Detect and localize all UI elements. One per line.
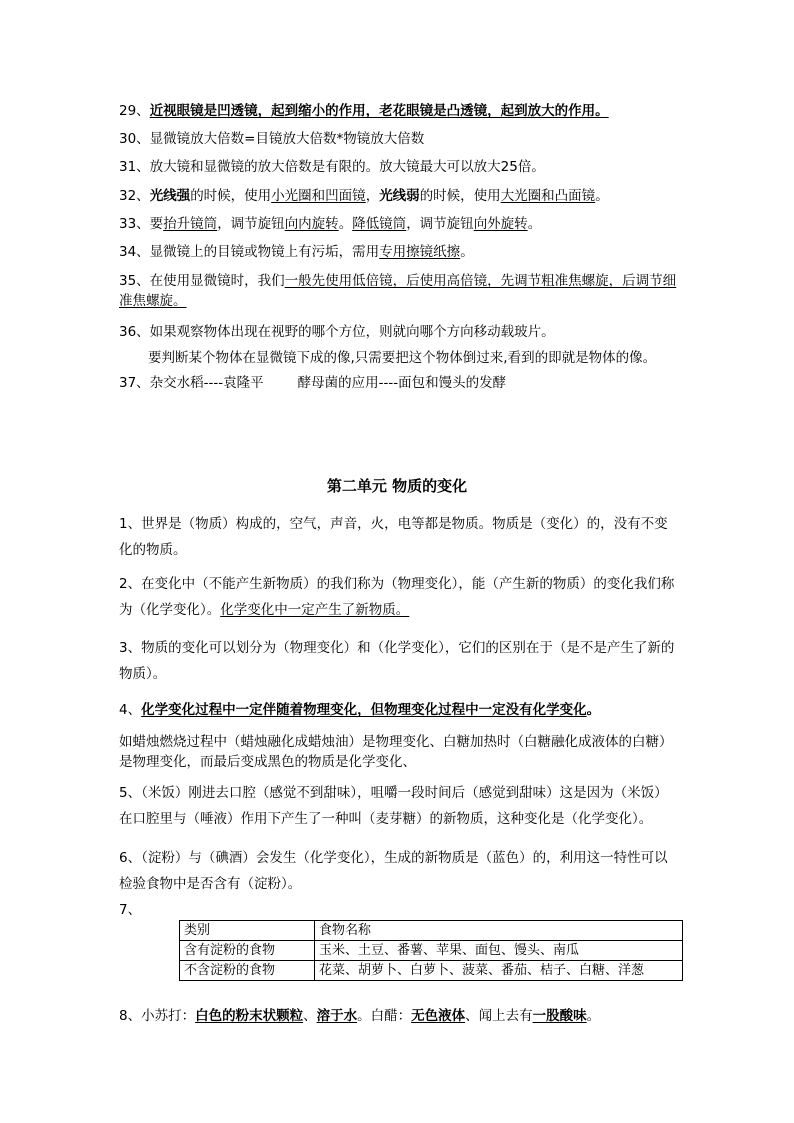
item-36: 36、如果观察物体出现在视野的哪个方位，则就向哪个方向移动载玻片。 xyxy=(119,324,555,340)
item-36-note: 要判断某个物体在显微镜下成的像,只需要把这个物体倒过来,看到的即就是物体的像。 xyxy=(148,350,657,366)
table-row xyxy=(180,941,683,961)
table-header-category: 类别 xyxy=(180,921,315,941)
item-35: 35、在使用显微镜时，我们一般先使用低倍镜，后使用高倍镜，先调节粗准焦螺旋，后调节细准焦螺旋。 xyxy=(119,273,677,309)
item-32: 32、光线强的时候，使用小光圈和凹面镜，光线弱的时候，使用大光圈和凸面镜。 xyxy=(119,188,609,204)
unit2-para-5: 5、（米饭）刚进去口腔（感觉不到甜味），咀嚼一段时间后（感觉到甜味）这是因为（米饭）在口腔里与（唾液）作用下产生了一种叫（麦芽糖）的新物质，这种变化是（化学变化）。 xyxy=(119,785,668,827)
item-30: 30、显微镜放大倍数=目镜放大倍数*物镜放大倍数 xyxy=(119,131,425,147)
unit2-para-1: 1、世界是（物质）构成的，空气，声音，火，电等都是物质。物质是（变化）的，没有不变化的物质。 xyxy=(119,516,668,558)
unit2-para-6: 6、（淀粉）与（碘酒）会发生（化学变化），生成的新物质是（蓝色）的，利用这一特性可以检验食物中是否含有（淀粉）。 xyxy=(119,850,668,892)
item-29: 29、近视眼镜是凹透镜，起到缩小的作用，老花眼镜是凸透镜，起到放大的作用。 xyxy=(119,103,609,119)
item-31: 31、放大镜和显微镜的放大倍数是有限的。放大镜最大可以放大25倍。 xyxy=(119,159,545,175)
food-starch-table xyxy=(179,920,683,981)
item-29-emphasis: 近视眼镜是凹透镜，起到缩小的作用，老花眼镜是凸透镜，起到放大的作用。 xyxy=(149,103,609,119)
unit2-para-4-note: 如蜡烛燃烧过程中（蜡烛融化成蜡烛油）是物理变化、白糖加热时（白糖融化成液体的白糖）是物理变化，而最后变成黑色的物质是化学变化、 xyxy=(119,734,673,770)
item-34: 34、显微镜上的目镜或物镜上有污垢，需用专用擦镜纸擦。 xyxy=(119,244,474,260)
table-row xyxy=(180,921,683,941)
table-header-food: 食物名称 xyxy=(315,921,683,941)
item-33: 33、要抬升镜筒，调节旋钮向内旋转。降低镜筒，调节旋钮向外旋转。 xyxy=(119,216,542,232)
unit2-para-3: 3、物质的变化可以划分为（物理变化）和（化学变化），它们的区别在于（是不是产生了新的物质）。 xyxy=(119,640,675,682)
unit2-para-8: 8、小苏打：白色的粉末状颗粒、溶于水。白醋：无色液体、闻上去有一股酸味。 xyxy=(119,1008,601,1024)
unit2-para-7: 7、 xyxy=(119,902,142,918)
table-row xyxy=(180,961,683,981)
table-cell-category: 不含淀粉的食物 xyxy=(180,961,315,981)
table-cell-category: 含有淀粉的食物 xyxy=(180,941,315,961)
table-cell-foods: 花菜、胡萝卜、白萝卜、菠菜、番茄、桔子、白糖、洋葱 xyxy=(315,961,683,981)
unit2-title: 第二单元 物质的变化 xyxy=(326,477,468,495)
unit2-para-4: 4、化学变化过程中一定伴随着物理变化，但物理变化过程中一定没有化学变化。 xyxy=(119,702,601,718)
item-37: 37、杂交水稻----袁隆平 酵母菌的应用----面包和馒头的发酵 xyxy=(119,375,507,391)
table-cell-foods: 玉米、土豆、番薯、苹果、面包、馒头、南瓜 xyxy=(315,941,683,961)
unit2-para-2: 2、在变化中（不能产生新物质）的我们称为（物理变化），能（产生新的物质）的变化我们称为（化学变化）。化学变化中一定产生了新物质。 xyxy=(119,576,675,618)
